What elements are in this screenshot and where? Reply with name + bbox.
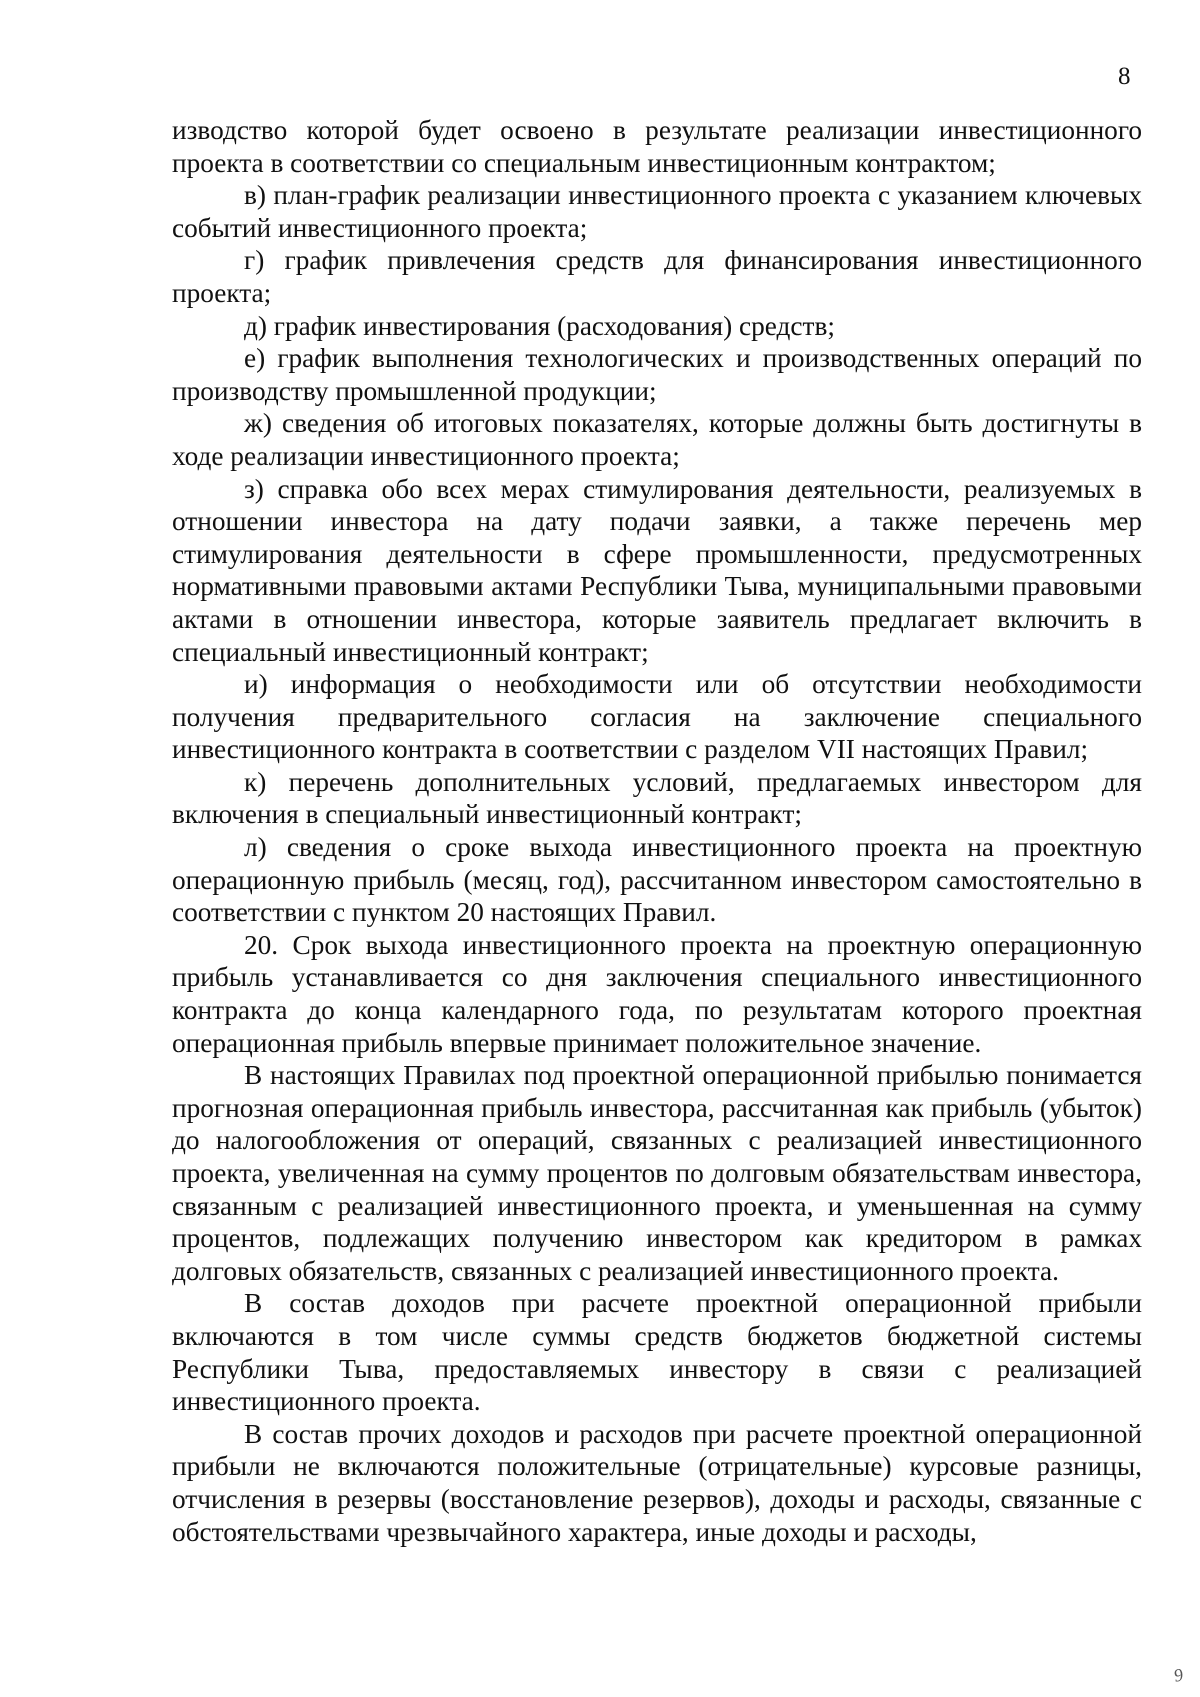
paragraph-item-v: в) план-график реализации инвестиционного проекта с указанием ключевых событий инвестиционного проекта; bbox=[172, 180, 1142, 243]
paragraph-item-l: л) сведения о сроке выхода инвестиционного проекта на проектную операционную прибыль (месяц, год), рассчитанном инвестором самостоятельно в соответствии с пунктом 20 настоящих Правил. bbox=[172, 832, 1142, 928]
document-body bbox=[172, 114, 1142, 1548]
paragraph-other-income: В состав прочих доходов и расходов при расчете проектной операционной прибыли не включаются положительные (отрицательные) курсовые разницы, отчисления в резервы (восстановление резервов), доходы и расходы, связанные с обстоятельствами чрезвычайного характера, иные доходы и расходы, bbox=[172, 1418, 1142, 1547]
paragraph-income-composition: В состав доходов при расчете проектной операционной прибыли включаются в том числе суммы средств бюджетов бюджетной системы Республики Тыва, предоставляемых инвестору в связи с реализацией инвестиционного проекта. bbox=[172, 1288, 1142, 1417]
paragraph-item-k: к) перечень дополнительных условий, предлагаемых инвестором для включения в специальный инвестиционный контракт; bbox=[172, 766, 1142, 830]
paragraph-item-e: е) график выполнения технологических и производственных операций по производству промышленной продукции; bbox=[172, 343, 1142, 406]
handwritten-margin-mark: 9 bbox=[1171, 1664, 1185, 1686]
paragraph-item-zh: ж) сведения об итоговых показателях, которые должны быть достигнуты в ходе реализации инвестиционного проекта; bbox=[172, 408, 1142, 471]
paragraph-item-i: и) информация о необходимости или об отсутствии необходимости получения предварительного согласия на заключение специального инвестиционного контракта в соответствии с разделом VII настоящих Правил; bbox=[172, 669, 1142, 765]
paragraph-clause-20: 20. Срок выхода инвестиционного проекта на проектную операционную прибыль устанавливается со дня заключения специального инвестиционного контракта до конца календарного года, по результатам которого проектная операционная прибыль впервые принимает положительное значение. bbox=[172, 929, 1142, 1058]
paragraph-continuation: изводство которой будет освоено в результате реализации инвестиционного проекта в соответствии со специальным инвестиционным контрактом; bbox=[172, 115, 1142, 178]
paragraph-item-d: д) график инвестирования (расходования) средств; bbox=[244, 310, 835, 341]
paragraph-item-g: г) график привлечения средств для финансирования инвестиционного проекта; bbox=[172, 245, 1142, 308]
paragraph-item-z: з) справка обо всех мерах стимулирования деятельности, реализуемых в отношении инвестора на дату подачи заявки, а также перечень мер стимулирования деятельности в сфере промышленности, предусмотренных нормативными правовыми актами Республики Тыва, муниципальными правовыми актами в отношении инвестора, которые заявитель предлагает включить в специальный инвестиционный контракт; bbox=[172, 473, 1142, 667]
page-number: 8 bbox=[1118, 63, 1131, 90]
paragraph-profit-definition: В настоящих Правилах под проектной операционной прибылью понимается прогнозная операционная прибыль инвестора, рассчитанная как прибыль (убыток) до налогообложения от операций, связанных с реализацией инвестиционного проекта, увеличенная на сумму процентов по долговым обязательствам инвестора, связанным с реализацией инвестиционного проекта, и уменьшенная на сумму процентов, подлежащих получению инвестором как кредитором в рамках долговых обязательств, связанных с реализацией инвестиционного проекта. bbox=[172, 1060, 1142, 1286]
